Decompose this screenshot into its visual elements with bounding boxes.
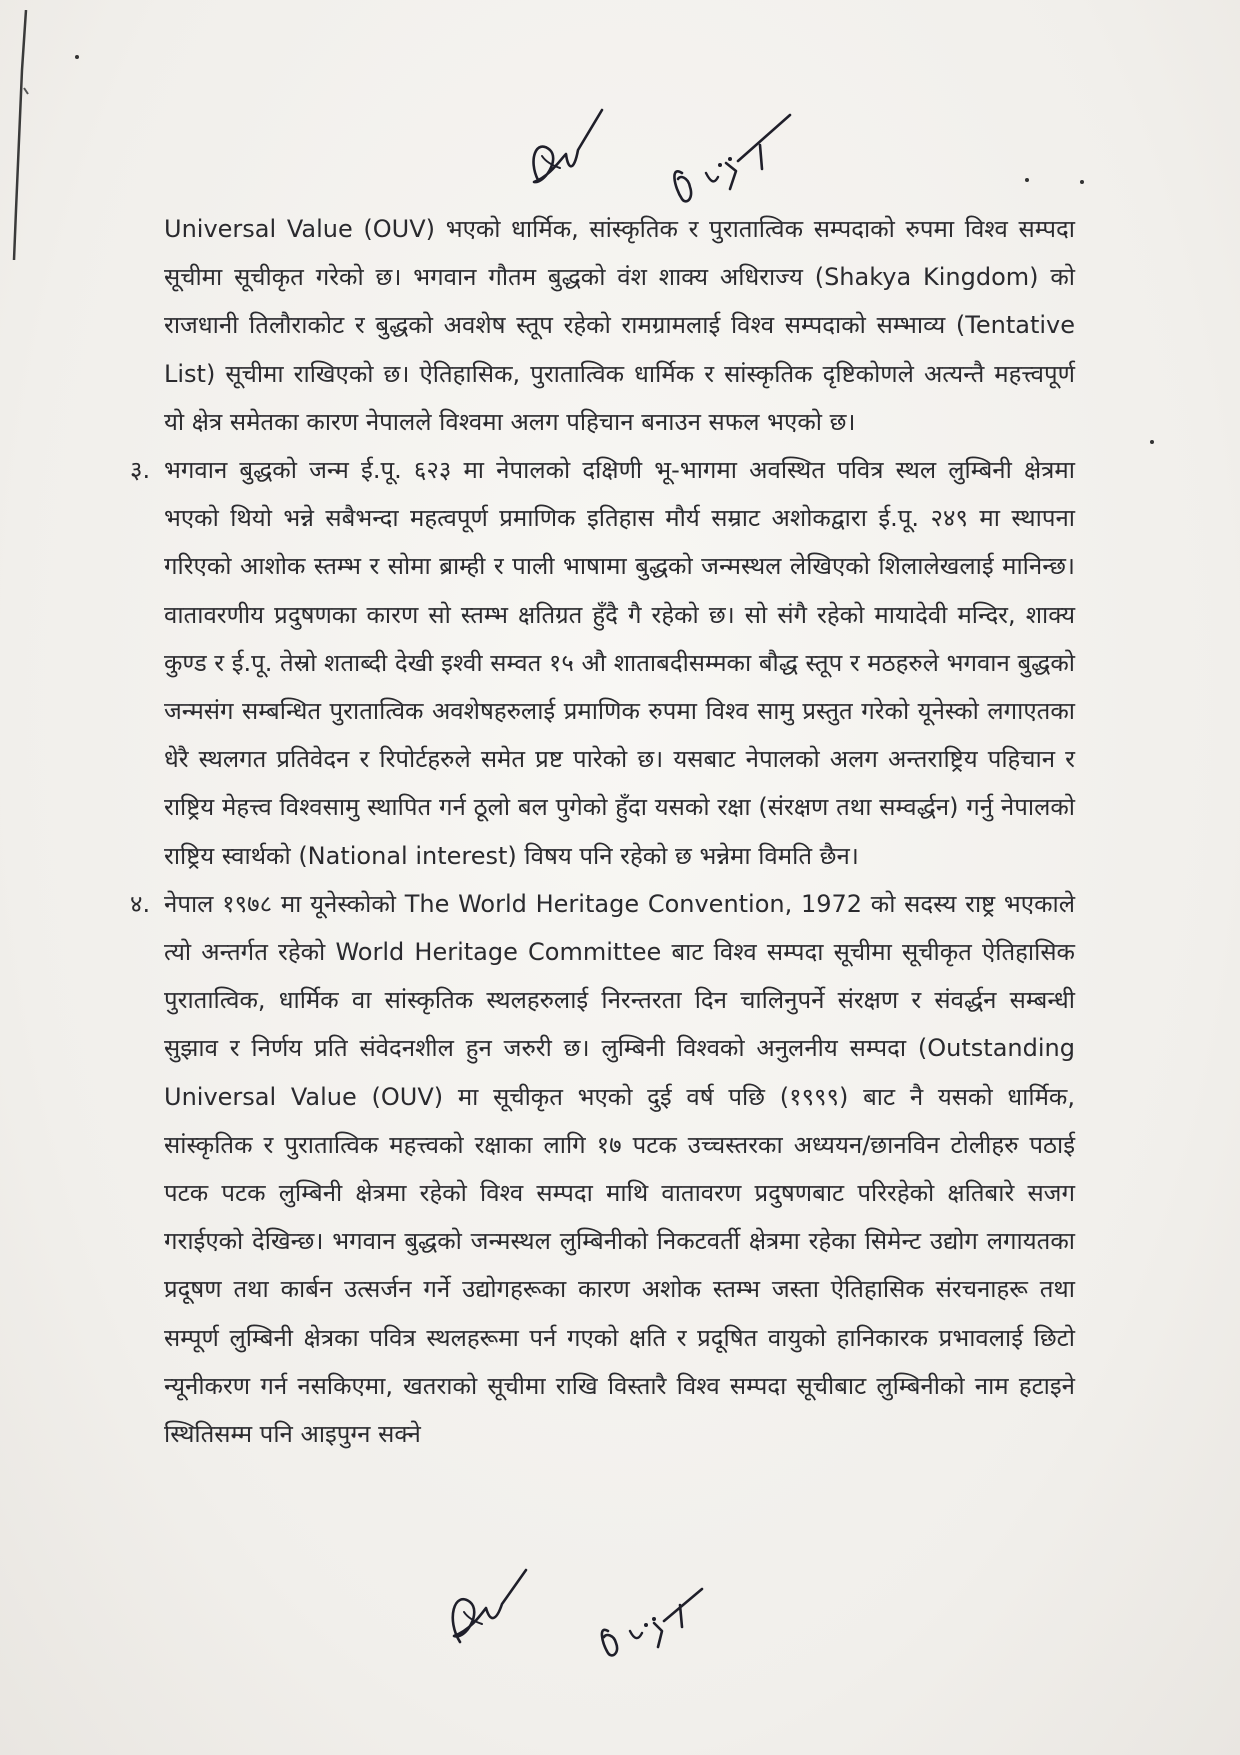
signature-bottom-right xyxy=(590,1585,710,1665)
item-number: ३. xyxy=(130,456,151,485)
item-text: भगवान बुद्धको जन्म ई.पू. ६२३ मा नेपालको दक्षिणी भू-भागमा अवस्थित पवित्र स्थल लुम्बिनी क्षेत्रमा भएको थियो भन्ने सबैभन्दा महत्वपूर्ण प्रमाणिक इतिहास मौर्य सम्राट अशोकद्वारा ई.पू. २४९ मा स्थापना गरिएको आशोक स्तम्भ र सोमा ब्राम्ही र पाली भाषामा बुद्धको जन्मस्थल लेखिएको शिलालेखलाई मानिन्छ। वातावरणीय प्रदुषणका कारण सो स्तम्भ क्षतिग्रत हुँदै गै रहेको छ। सो संगै रहेको मायादेवी मन्दिर, शाक्य कुण्ड र ई.पू. तेस्रो शताब्दी देखी इश्वी सम्वत १५ औ शाताबदीसम्मका बौद्ध स्तूप र मठहरुले भगवान बुद्धको जन्मसंग सम्बन्धित पुरातात्विक अवशेषहरुलाई प्रमाणिक रुपमा विश्व सामु प्रस्तुत गरेको यूनेस्को लगाएतका धेरै स्थलगत प्रतिवेदन र रिपोर्टहरुले समेत प्रष्ट पारेको छ। यसबाट नेपालको अलग अन्तराष्ट्रिय पहिचान र राष्ट्रिय मेहत्त्व विश्वसामु स्थापित गर्न ठूलो बल पुगेको हुँदा यसको रक्षा (संरक्षण तथा सम्वर्द्धन) गर्नु नेपालको राष्ट्रिय स्वार्थको (National interest) विषय पनि रहेको छ भन्नेमा विमति छैन। xyxy=(164,456,1075,870)
page-speck xyxy=(1080,180,1084,184)
signature-bottom-left xyxy=(440,1560,530,1660)
item-text: नेपाल १९७८ मा यूनेस्कोको The World Heritage Convention, 1972 को सदस्य राष्ट्र भएकाले त्यो अन्तर्गत रहेको World Heritage Committee बाट विश्व सम्पदा सूचीमा सूचीकृत ऐतिहासिक पुरातात्विक, धार्मिक वा सांस्कृतिक स्थलहरुलाई निरन्तरता दिन चालिनुपर्ने संरक्षण र संवर्द्धन सम्बन्धी सुझाव र निर्णय प्रति संवेदनशील हुन जरुरी छ। लुम्बिनी विश्वको अनुलनीय सम्पदा (Outstanding Universal Value (OUV) मा सूचीकृत भएको दुई वर्ष पछि (१९९९) बाट नै यसको धार्मिक, सांस्कृतिक र पुरातात्विक महत्त्वको रक्षाका लागि १७ पटक उच्चस्तरका अध्ययन/छानविन टोलीहरु पठाई पटक पटक लुम्बिनी क्षेत्रमा रहेको विश्व सम्पदा माथि वातावरण प्रदुषणबाट परिरहेको क्षतिबारे सजग गराईएको देखिन्छ। भगवान बुद्धको जन्मस्थल लुम्बिनीको निकटवर्ती क्षेत्रमा रहेका सिमेन्ट उद्योग लगायतका प्रदूषण तथा कार्बन उत्सर्जन गर्ने उद्योगहरूका कारण अशोक स्तम्भ जस्ता ऐतिहासिक संरचनाहरू तथा सम्पूर्ण लुम्बिनी क्षेत्रका पवित्र स्थलहरूमा पर्न गएको क्षति र प्रदूषित वायुको हानिकारक प्रभावलाई छिटो न्यूनीकरण गर्न नसकिएमा, खतराको सूचीमा राखि विस्तारै विश्व सम्पदा सूचीबाट लुम्बिनीको नाम हटाइने स्थितिसम्म पनि आइपुग्न सक्ने xyxy=(164,889,1075,1449)
list-item-3 xyxy=(130,446,1075,880)
signature-top-right xyxy=(660,115,800,215)
page-edge-mark xyxy=(10,10,30,260)
document-body xyxy=(130,205,1075,1458)
signature-top-left xyxy=(520,110,610,220)
page-speck xyxy=(75,55,79,59)
list-item-4 xyxy=(130,880,1075,1458)
intro-paragraph: Universal Value (OUV) भएको धार्मिक, सांस्कृतिक र पुरातात्विक सम्पदाको रुपमा विश्व सम्पदा सूचीमा सूचीकृत गरेको छ। भगवान गौतम बुद्धको वंश शाक्य अधिराज्य (Shakya Kingdom) को राजधानी तिलौराकोट र बुद्धको अवशेष स्तूप रहेको रामग्रामलाई विश्व सम्पदाको सम्भाव्य (Tentative List) सूचीमा राखिएको छ। ऐतिहासिक, पुरातात्विक धार्मिक र सांस्कृतिक दृष्टिकोणले अत्यन्तै महत्त्वपूर्ण यो क्षेत्र समेतका कारण नेपालले विश्वमा अलग पहिचान बनाउन सफल भएको छ। xyxy=(164,215,1075,436)
page-speck xyxy=(1025,178,1029,182)
item-number: ४. xyxy=(130,889,151,918)
page-speck xyxy=(1150,440,1154,444)
